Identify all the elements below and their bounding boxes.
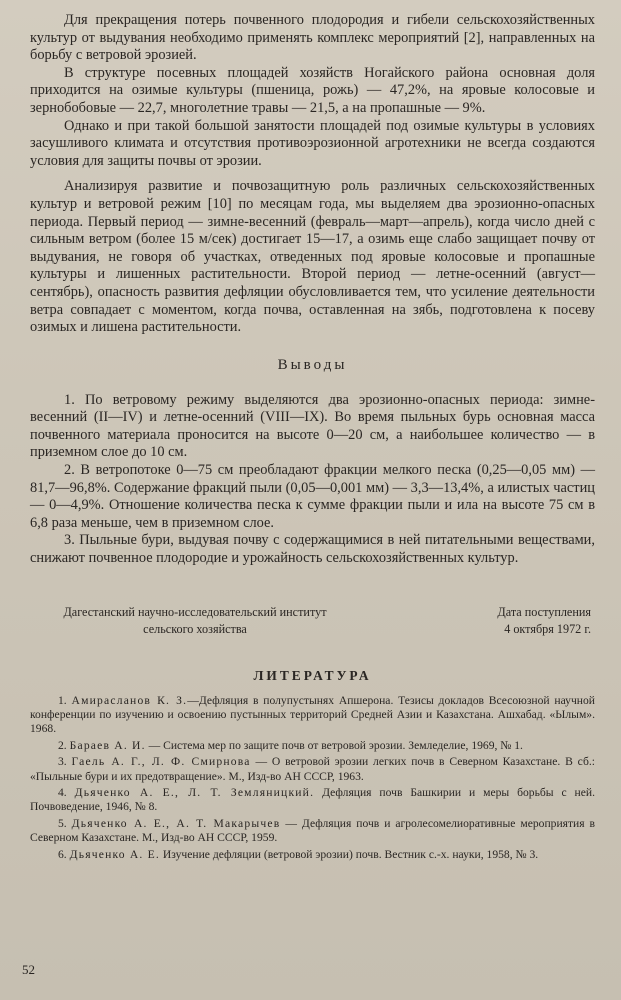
institute-line-2: сельского хозяйства bbox=[143, 621, 247, 636]
reference-text: — Система мер по защите почв от ветровой эрозии. Земледелие, 1969, № 1. bbox=[145, 738, 523, 752]
reference-number: 3. bbox=[58, 755, 67, 769]
reference-item bbox=[30, 817, 595, 846]
reference-text: Дефляция почв Башкирии и меры борьбы с ней. Почвоведение, 1946, № 8. bbox=[30, 786, 595, 814]
reference-text: Изучение дефляции (ветровой эрозии) почв. Вестник с.-х. науки, 1958, № 3. bbox=[160, 847, 539, 861]
reference-number: 1. bbox=[58, 693, 67, 707]
page-number: 52 bbox=[22, 962, 35, 977]
reference-text: —Дефляция в полупустынях Апшерона. Тезисы докладов Всесоюзной научной конференции по изучению и освоению пустынных территорий Средней Азии и Казахстана. Ашхабад. «Ылым». 1968. bbox=[30, 693, 596, 736]
reference-author: Гаель А. Г., Л. Ф. Смирнова bbox=[71, 755, 251, 769]
body-paragraph-2: В структуре посевных площадей хозяйств Ногайского района основная доля приходится на озимые культуры (пшеница, рожь) — 47,2%, на яровые колосовые и зернобобовые — 22,7, многолетние травы — 21,5, а на пропашные — 9%. bbox=[30, 64, 595, 116]
conclusion-1: 1. По ветровому режиму выделяются два эрозионно-опасных периода: зимне-весенний (II—IV) и летне-осенний (VIII—IX). Во время пыльных бурь основная масса почвенного материала проносится на высоте 0—20 см, а наибольшее количество — в приземном слое до 10 см. bbox=[30, 391, 595, 461]
institute bbox=[30, 604, 360, 638]
reference-author: Амирасланов К. З. bbox=[71, 693, 188, 707]
conclusion-3: 3. Пыльные бури, выдувая почву с содержащимися в ней питательными веществами, снижают почвенное плодородие и урожайность сельскохозяйственных культур. bbox=[30, 532, 595, 567]
reference-item bbox=[30, 694, 595, 737]
reference-text: — О ветровой эрозии легких почв в Северном Казахстане. В сб.: «Пыльные бури и их предотвращение». М., Изд-во АН СССР, 1963. bbox=[30, 755, 595, 783]
institute-line-1: Дагестанский научно-исследовательский институт bbox=[63, 604, 327, 619]
affiliation-block bbox=[30, 604, 595, 638]
received-label: Дата поступления bbox=[497, 604, 591, 619]
reference-item bbox=[30, 786, 595, 815]
conclusions-heading: Выводы bbox=[277, 356, 348, 373]
reference-item bbox=[30, 739, 595, 753]
body-paragraph-4: Анализируя развитие и почвозащитную роль различных сельскохозяйственных культур и ветровой режим [10] по месяцам года, мы выделяем два эрозионно-опасных периода. Первый период — зимне-весенний (февраль—март—апрель), когда число дней с сильным ветром (более 15 м/сек) достигает 15—17, а озимь еще слабо защищает почву от выдувания, не говоря об участках, отведенных под яровые колосовые и пропашные культуры и лишенных растительности. Второй период — летне-осенний (август—сентябрь), опасность развития дефляции обусловливается тем, что усиление деятельности ветра совпадает с моментом, когда почва, оставленная на зябь, подготовлена к посеву озимых и лишена растительности. bbox=[30, 178, 595, 336]
reference-author: Дьяченко А. Е., Л. Т. Земляницкий. bbox=[74, 786, 315, 800]
conclusion-2: 2. В ветропотоке 0—75 см преобладают фракции мелкого песка (0,25—0,05 мм) — 81,7—96,8%. Содержание фракций пыли (0,05—0,001 мм) — 3,3—13,4%, а илистых частиц — 0—4,9%. Отношение количества песка к сумме фракции пыли и ила на высоте 75 см в 6,8 раза меньше, чем в приземном слое. bbox=[30, 462, 595, 531]
references-heading: ЛИТЕРАТУРА bbox=[253, 667, 372, 683]
reference-item bbox=[30, 848, 595, 862]
reference-number: 4. bbox=[58, 786, 67, 800]
reference-author: Дьяченко А. Е. bbox=[69, 847, 161, 861]
reference-author: Бараев А. И. bbox=[69, 738, 146, 752]
received-date-block bbox=[441, 604, 595, 638]
reference-item bbox=[30, 755, 595, 784]
reference-number: 6. bbox=[58, 847, 67, 861]
body-paragraph-3: Однако и при такой большой занятости площадей под озимые культуры в условиях засушливого климата и отсутствия противоэрозионной агротехники не всегда создаются условия для защиты почвы от эрозии. bbox=[30, 117, 595, 169]
references-list bbox=[30, 694, 595, 862]
reference-text: — Дефляция почв и агролесомелиоративные мероприятия в Северном Казахстане. М., Изд-во АН СССР, 1959. bbox=[30, 816, 596, 845]
reference-author: Дьяченко А. Е., А. Т. Макарычев bbox=[71, 816, 281, 830]
reference-number: 2. bbox=[58, 738, 67, 752]
body-paragraph-1: Для прекращения потерь почвенного плодородия и гибели сельскохозяйственных культур от выдувания необходимо применять комплекс мероприятий [2], направленных на борьбу с ветровой эрозией. bbox=[30, 12, 595, 64]
reference-number: 5. bbox=[58, 816, 67, 830]
received-date: 4 октября 1972 г. bbox=[504, 621, 591, 636]
